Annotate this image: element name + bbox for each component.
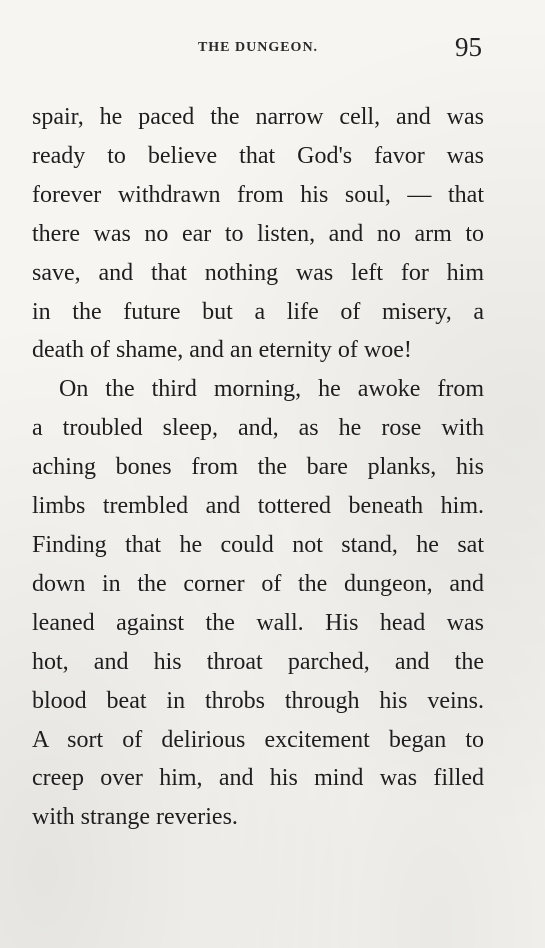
- text-line: there was no ear to listen, and no arm to: [32, 220, 484, 247]
- running-head: [32, 30, 484, 70]
- page-number: 95: [455, 32, 482, 62]
- text-line: leaned against the wall. His head was: [32, 609, 484, 636]
- running-title: THE DUNGEON.: [197, 40, 319, 55]
- body-text: [32, 98, 484, 837]
- text-line: forever withdrawn from his soul, — that: [32, 181, 484, 208]
- text-line: A sort of delirious excitement began to: [32, 726, 484, 753]
- text-line: spair, he paced the narrow cell, and was: [32, 104, 484, 130]
- text-line: blood beat in throbs through his veins.: [32, 687, 484, 714]
- text-line: in the future but a life of misery, a: [32, 298, 484, 325]
- text-line: creep over him, and his mind was filled: [32, 765, 484, 792]
- text-line: On the third morning, he awoke from: [59, 376, 484, 403]
- text-line: aching bones from the bare planks, his: [32, 454, 484, 481]
- text-line: down in the corner of the dungeon, and: [32, 570, 484, 597]
- text-line: Finding that he could not stand, he sat: [32, 531, 484, 558]
- text-line: death of shame, and an eternity of woe!: [32, 337, 412, 364]
- paragraph-1: [32, 98, 484, 370]
- text-line: a troubled sleep, and, as he rose with: [32, 415, 484, 442]
- text-line: ready to believe that God's favor was: [32, 142, 484, 169]
- paragraph-2: [32, 370, 484, 837]
- text-line: save, and that nothing was left for him: [32, 259, 484, 286]
- text-line: limbs trembled and tottered beneath him.: [32, 493, 484, 520]
- text-line: with strange reveries.: [32, 804, 238, 831]
- text-line: hot, and his throat parched, and the: [32, 648, 484, 675]
